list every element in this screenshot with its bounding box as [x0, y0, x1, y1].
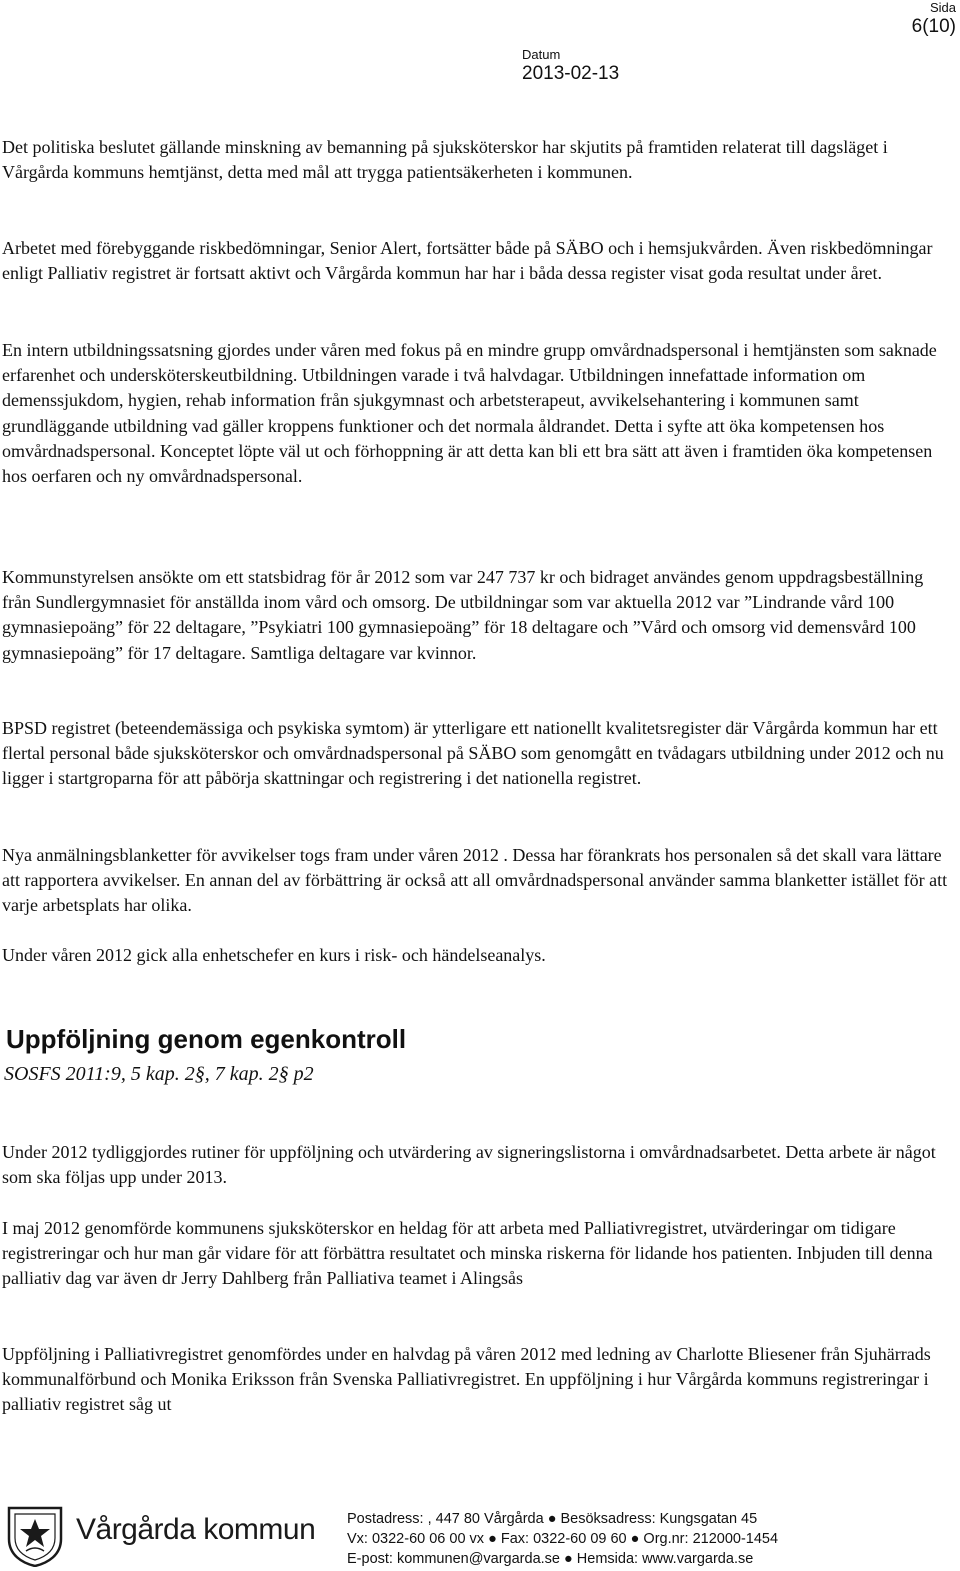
footer-logo: [6, 1505, 326, 1567]
paragraph: Kommunstyrelsen ansökte om ett statsbidrag för år 2012 som var 247 737 kr och bidraget användes genom uppdragsbeställning från Sundlergymnasiet för anställda inom vård och omsorg. De utbildningar som var aktuella 2012 var ”Lindrande vård 100 gymnasiepoäng” för 22 deltagare, ”Psykiatri 100 gymnasiepoäng” för 18 deltagare och ”Vård och omsorg vid demensvård 100 gymnasiepoäng” för 17 deltagare. Samtliga deltagare var kvinnor.: [2, 567, 924, 663]
section-subheading: SOSFS 2011:9, 5 kap. 2§, 7 kap. 2§ p2: [4, 1063, 314, 1085]
footer-phone: Vx: 0322-60 06 00 vx ● Fax: 0322-60 09 60 ● Org.nr: 212000-1454: [347, 1531, 779, 1547]
section-heading: Uppföljning genom egenkontroll: [6, 1024, 407, 1054]
paragraph: Nya anmälningsblanketter för avvikelser togs fram under våren 2012 . Dessa har förankrats hos personalen så det skall vara lättare att rapportera avvikelser. En annan del av förbättring är också att all omvårdnadspersonal använder samma blanketter istället för att varje arbetsplats har olika.: [2, 845, 948, 916]
paragraph: Under 2012 tydliggjordes rutiner för uppföljning och utvärdering av signeringslistorna i omvårdnadsarbetet. Detta arbete är något som ska följas upp under 2013.: [2, 1142, 936, 1188]
page-label: Sida: [929, 0, 956, 15]
municipal-crest-icon: [6, 1505, 64, 1567]
footer-web: E-post: kommunen@vargarda.se ● Hemsida: www.vargarda.se: [347, 1551, 754, 1567]
paragraph: I maj 2012 genomförde kommunens sjuksköterskor en heldag för att arbeta med Palliativregistret, utvärderingar om tidigare registreringar och hur man går vidare för att förbättra resultatet och minska riskerna för lidande hos patienten. Inbjuden till denna palliativ dag var även dr Jerry Dahlberg från Palliativa teamet i Alingsås: [2, 1218, 933, 1289]
footer-address: Postadress: , 447 80 Vårgårda ● Besöksadress: Kungsgatan 45: [347, 1511, 758, 1527]
footer-contact: [347, 1509, 959, 1569]
paragraph: Arbetet med förebyggande riskbedömningar, Senior Alert, fortsätter både på SÄBO och i hemsjukvården. Även riskbedömningar enligt Palliativ registret är fortsatt aktivt och Vårgårda kommun har har i båda dessa register visat goda resultat under året.: [2, 238, 933, 284]
page-number: 6(10): [911, 16, 956, 37]
date-value: 2013-02-13: [522, 63, 620, 84]
brand-name: Vårgårda kommun: [76, 1513, 316, 1546]
paragraph: En intern utbildningssatsning gjordes under våren med fokus på en mindre grupp omvårdnadspersonal i hemtjänsten som saknade erfarenhet och undersköterskeutbildning. Utbildningen varade i två halvdagar. Utbildningen innefattade information om demenssjukdom, hygien, rehab information från sjukgymnast och arbetsterapeut, avvikelsehantering i kommunen samt grundläggande utbildning vad gäller kroppens funktioner och det normala åldrandet. Detta i syfte att öka kompetensen hos omvårdnadspersonal. Konceptet löpte väl ut och förhoppning är att detta kan bli ett bra sätt att även i framtiden öka kompetensen hos oerfaren och ny omvårdnadspersonal.: [2, 340, 937, 487]
paragraph: Uppföljning i Palliativregistret genomfördes under en halvdag på våren 2012 med ledning av Charlotte Bliesener från Sjuhärrads kommunalförbund och Monika Eriksson från Svenska Palliativregistret. En uppföljning i hur Vårgårda kommuns registreringar i palliativ registret såg ut: [2, 1344, 931, 1415]
paragraph: Det politiska beslutet gällande minskning av bemanning på sjuksköterskor har skjutits på framtiden relaterat till dagsläget i Vårgårda kommuns hemtjänst, detta med mål att trygga patientsäkerheten i kommunen.: [2, 137, 888, 183]
paragraph: Under våren 2012 gick alla enhetschefer en kurs i risk- och händelseanalys.: [2, 945, 546, 965]
paragraph: BPSD registret (beteendemässiga och psykiska symtom) är ytterligare ett nationellt kvalitetsregister där Vårgårda kommun har ett flertal personal både sjuksköterskor och omvårdnadspersonal på SÄBO som genomgått en tvådagars utbildning under 2012 och nu ligger i startgroparna för att påbörja skattningar och registrering i det nationella registret.: [2, 718, 944, 789]
date-label: Datum: [522, 47, 561, 62]
